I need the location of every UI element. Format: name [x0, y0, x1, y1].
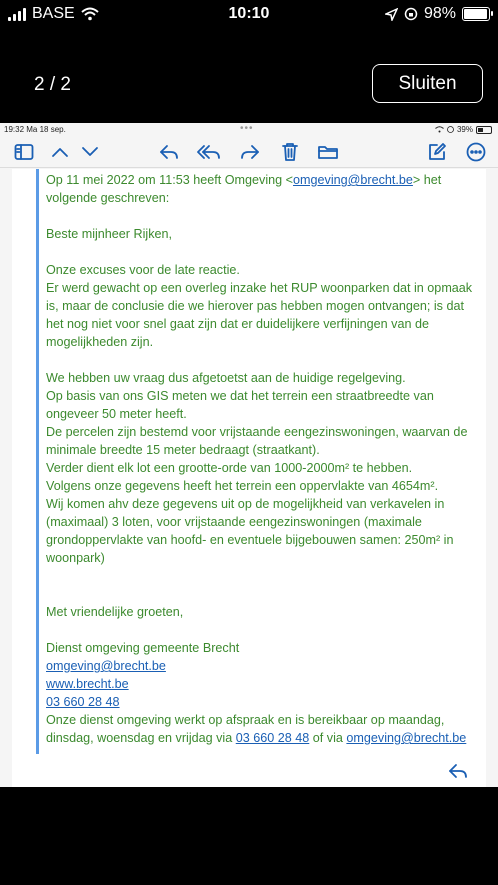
- body-line: ongeveer 50 meter heeft.: [46, 407, 187, 421]
- header-email-link[interactable]: omgeving@brecht.be: [293, 173, 413, 187]
- sidebar-icon[interactable]: [12, 141, 36, 163]
- mail-toolbar: [0, 137, 498, 168]
- mail-screenshot: [0, 123, 498, 787]
- chevron-down-icon[interactable]: [78, 141, 102, 163]
- body-line: mogelijkheden zijn.: [46, 335, 154, 349]
- trash-icon[interactable]: [278, 141, 302, 163]
- rotation-lock-icon: [404, 7, 418, 21]
- chevron-up-icon[interactable]: [48, 141, 72, 163]
- carrier-label: BASE: [32, 5, 75, 22]
- more-icon[interactable]: [464, 141, 488, 163]
- footer-email-link[interactable]: omgeving@brecht.be: [346, 731, 467, 745]
- mail-bottom-bar: [12, 757, 486, 787]
- quote-bar: [36, 169, 39, 754]
- reply-icon[interactable]: [157, 141, 181, 163]
- ipad-battery-percent: 39%: [456, 125, 473, 134]
- viewer-header: [0, 58, 498, 112]
- bottom-reply-icon[interactable]: [448, 762, 468, 785]
- reply-all-icon[interactable]: [197, 141, 221, 163]
- location-icon: [385, 8, 398, 21]
- signature-phone-link[interactable]: 03 660 28 48: [46, 695, 120, 709]
- ipad-status-bar: [0, 123, 498, 137]
- ipad-battery-icon: [476, 126, 492, 134]
- body-line: (maximaal) 3 loten, voor vrijstaande eengezinswoningen (maximale: [46, 515, 422, 529]
- body-line: is, maar de conclusie die we hierover pas hebben mogen ontvangen; is dat: [46, 299, 464, 313]
- signature-name: Dienst omgeving gemeente Brecht: [46, 641, 240, 655]
- compose-icon[interactable]: [425, 141, 449, 163]
- folder-icon[interactable]: [316, 141, 340, 163]
- quote-header-line2: volgende geschreven:: [46, 191, 170, 205]
- closing: Met vriendelijke groeten,: [46, 605, 184, 619]
- ipad-wifi-icon: [435, 126, 444, 133]
- email-body: [12, 169, 486, 787]
- signature-email-link[interactable]: omgeving@brecht.be: [46, 659, 166, 673]
- body-line: Onze excuses voor de late reactie.: [46, 263, 240, 277]
- ipad-time-date: 19:32 Ma 18 sep.: [4, 125, 66, 134]
- phone-status-bar: [0, 0, 498, 30]
- battery-icon: [462, 7, 490, 21]
- multitask-dots: •••: [240, 123, 254, 134]
- footer-line: Onze dienst omgeving werkt op afspraak en is bereikbaar op maandag,: [46, 713, 445, 727]
- greeting: Beste mijnheer Rijken,: [46, 227, 172, 241]
- body-line: Volgens onze gegevens heeft het terrein een oppervlakte van 4654m².: [46, 479, 439, 493]
- body-line: Wij komen ahv deze gegevens uit op de mogelijkheid van verkavelen in: [46, 497, 445, 511]
- close-button[interactable]: Sluiten: [372, 64, 483, 103]
- body-line: woonpark): [46, 551, 105, 565]
- body-line: De percelen zijn bestemd voor vrijstaande eengezinswoningen, waarvan de: [46, 425, 468, 439]
- signature-web-link[interactable]: www.brecht.be: [46, 677, 129, 691]
- body-line: Op basis van ons GIS meten we dat het terrein een straatbreedte van: [46, 389, 434, 403]
- forward-icon[interactable]: [238, 141, 262, 163]
- quote-header: Op 11 mei 2022 om 11:53 heeft Omgeving <omgeving@brecht.be> het: [46, 173, 442, 187]
- body-line: Verder dient elk lot een grootte-orde van 1000-2000m² te hebben.: [46, 461, 413, 475]
- body-line: Er werd gewacht op een overleg inzake het RUP woonparken dat in opmaak: [46, 281, 473, 295]
- body-line: het nog niet voor snel gaat zijn dat er duidelijkere verfijningen van de: [46, 317, 429, 331]
- ipad-lock-icon: [447, 126, 454, 133]
- footer-line-2: dinsdag, woensdag en vrijdag via 03 660 28 48 of via omgeving@brecht.be: [46, 731, 467, 745]
- phone-time: 10:10: [228, 5, 270, 22]
- body-line: minimale breedte 15 meter bedraagt (straatkant).: [46, 443, 320, 457]
- footer-phone-link[interactable]: 03 660 28 48: [235, 731, 310, 745]
- quoted-message: [46, 171, 482, 747]
- image-counter: 2 / 2: [34, 74, 71, 95]
- battery-percent: 98%: [423, 5, 456, 22]
- body-line: grondoppervlakte van hoofd- en eventuele bijgebouwen samen: 250m² in: [46, 533, 454, 547]
- body-line: We hebben uw vraag dus afgetoetst aan de huidige regelgeving.: [46, 371, 406, 385]
